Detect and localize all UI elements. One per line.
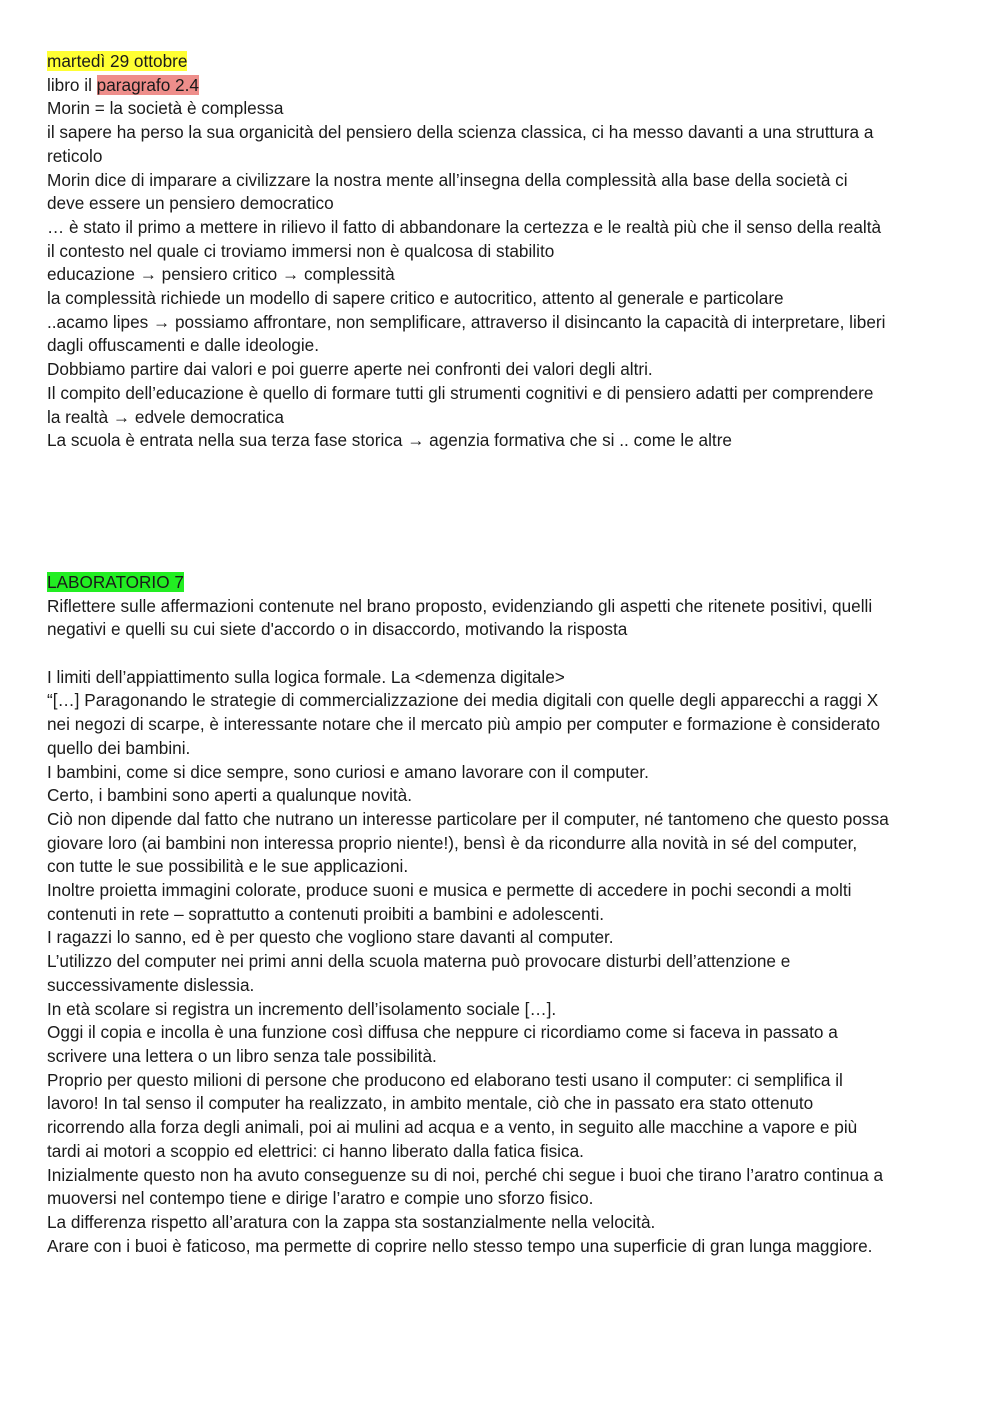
lecture-text-line: la complessità richiede un modello di sapere critico e autocritico, attento al generale e particolare [47,288,784,309]
lecture-text-line: deve essere un pensiero democratico [47,193,334,214]
lecture-notes [47,50,957,453]
lab-passage-line: muoversi nel contempo tiene e dirige l’aratro e compie uno sforzo fisico. [47,1188,594,1209]
book-reference: paragrafo 2.4 [96,74,199,95]
blank-line [47,642,957,666]
lab-passage-line: ricorrendo alla forza degli animali, poi ai mulini ad acqua e a vento, in seguito alle macchine a vapore e più [47,1117,858,1138]
lecture-text-line: Il compito dell’educazione è quello di formare tutti gli strumenti cognitivi e di pensiero adatti per comprendere [47,382,874,403]
book-prefix: libro il [47,74,97,95]
lecture-text-line: il contesto nel quale ci troviamo immersi non è qualcosa di stabilito [47,240,555,261]
lab-passage-line: scrivere una lettera o un libro senza tale possibilità. [47,1046,437,1066]
lab-passage-line: quello dei bambini. [47,737,191,758]
lab-passage-line: I limiti dell’appiattimento sulla logica formale. La <demenza digitale> [47,666,565,687]
lab-passage [47,666,957,1259]
lecture-text-line: Morin dice di imparare a civilizzare la nostra mente all’insegna della complessità alla base della società ci [47,169,848,190]
lecture-text-line: il sapere ha perso la sua organicità del pensiero della scienza classica, ci ha messo davanti a una struttura a [47,122,874,143]
lecture-text-line: La scuola è entrata nella sua terza fase storica → agenzia formativa che si .. come le altre [47,430,732,451]
lecture-date-line [47,50,957,74]
lab-instructions [47,595,957,642]
document-page [47,50,957,1258]
lab-passage-line: I bambini, come si dice sempre, sono curiosi e amano lavorare con il computer. [47,761,649,782]
lab-instruction-line: negativi e quelli su cui siete d'accordo o in disaccordo, motivando la risposta [47,619,628,640]
lab-instruction-line: Riflettere sulle affermazioni contenute nel brano proposto, evidenziando gli aspetti che ritenete positivi, quelli [47,595,873,616]
lab-passage-line: Inoltre proietta immagini colorate, produce suoni e musica e permette di accedere in pochi secondi a molti [47,880,852,901]
section-spacer [47,453,957,571]
lecture-text-line: la realtà → edvele democratica [47,406,284,427]
lab-passage-line: Oggi il copia e incolla è una funzione così diffusa che neppure ci ricordiamo come si faceva in passato a [47,1022,838,1043]
lab-passage-line: “[…] Paragonando le strategie di commercializzazione dei media digitali con quelle degli apparecchi a raggi X [47,690,879,711]
lecture-text-line: educazione → pensiero critico → complessità [47,264,395,285]
lab-passage-line: Arare con i buoi è faticoso, ma permette di coprire nello stesso tempo una superficie di gran lunga maggiore. [47,1235,873,1256]
lecture-text-line: Dobbiamo partire dai valori e poi guerre aperte nei confronti dei valori degli altri. [47,359,653,380]
lab-passage-line: Inizialmente questo non ha avuto conseguenze su di noi, perché chi segue i buoi che tirano l’aratro continua a [47,1164,884,1185]
lab-passage-line: nei negozi di scarpe, è interessante notare che il mercato più ampio per computer e formazione è considerato [47,714,881,735]
lab-passage-line: In età scolare si registra un incremento dell’isolamento sociale […]. [47,998,557,1019]
lab-passage-line: successivamente dislessia. [47,974,255,995]
lecture-text-line: ..acamo lipes → possiamo affrontare, non semplificare, attraverso il disincanto la capacità di interpretare, liberi [47,311,886,332]
lab-passage-line: con tutte le sue possibilità e le sue applicazioni. [47,856,409,877]
lab-title: LABORATORIO 7 [47,571,184,592]
lab-passage-line: La differenza rispetto all’aratura con la zappa sta sostanzialmente nella velocità. [47,1211,656,1232]
lab-passage-line: contenuti in rete – soprattutto a contenuti proibiti a bambini e adolescenti. [47,903,605,924]
lecture-text-line: Morin = la società è complessa [47,98,284,119]
lab-passage-line: Ciò non dipende dal fatto che nutrano un interesse particolare per il computer, né tantomeno che questo possa [47,808,889,829]
lab-title-line [47,571,957,595]
lecture-text [47,97,957,453]
lab-passage-line: I ragazzi lo sanno, ed è per questo che vogliono stare davanti al computer. [47,927,614,948]
lab-passage-line: giovare loro (ai bambini non interessa proprio niente!), bensì è da ricondurre alla novità in sé del computer, [47,832,858,853]
lecture-text-line: … è stato il primo a mettere in rilievo il fatto di abbandonare la certezza e le realtà più che il senso della realtà [47,216,882,237]
laboratory-section [47,571,957,1258]
lab-passage-line: Proprio per questo milioni di persone che producono ed elaborano testi usano il computer: ci semplifica il [47,1069,843,1090]
lab-passage-line: tardi ai motori a scoppio ed elettrici: ci hanno liberato dalla fatica fisica. [47,1140,584,1161]
lecture-date: martedì 29 ottobre [47,51,188,71]
lab-passage-line: L’utilizzo del computer nei primi anni della scuola materna può provocare disturbi dell’attenzione e [47,951,791,972]
book-reference-line [47,74,957,98]
lecture-text-line: reticolo [47,145,103,166]
lecture-text-line: dagli offuscamenti e dalle ideologie. [47,335,320,356]
lab-passage-line: Certo, i bambini sono aperti a qualunque novità. [47,785,412,806]
lab-passage-line: lavoro! In tal senso il computer ha realizzato, in ambito mentale, ciò che in passato era stato ottenuto [47,1093,814,1114]
